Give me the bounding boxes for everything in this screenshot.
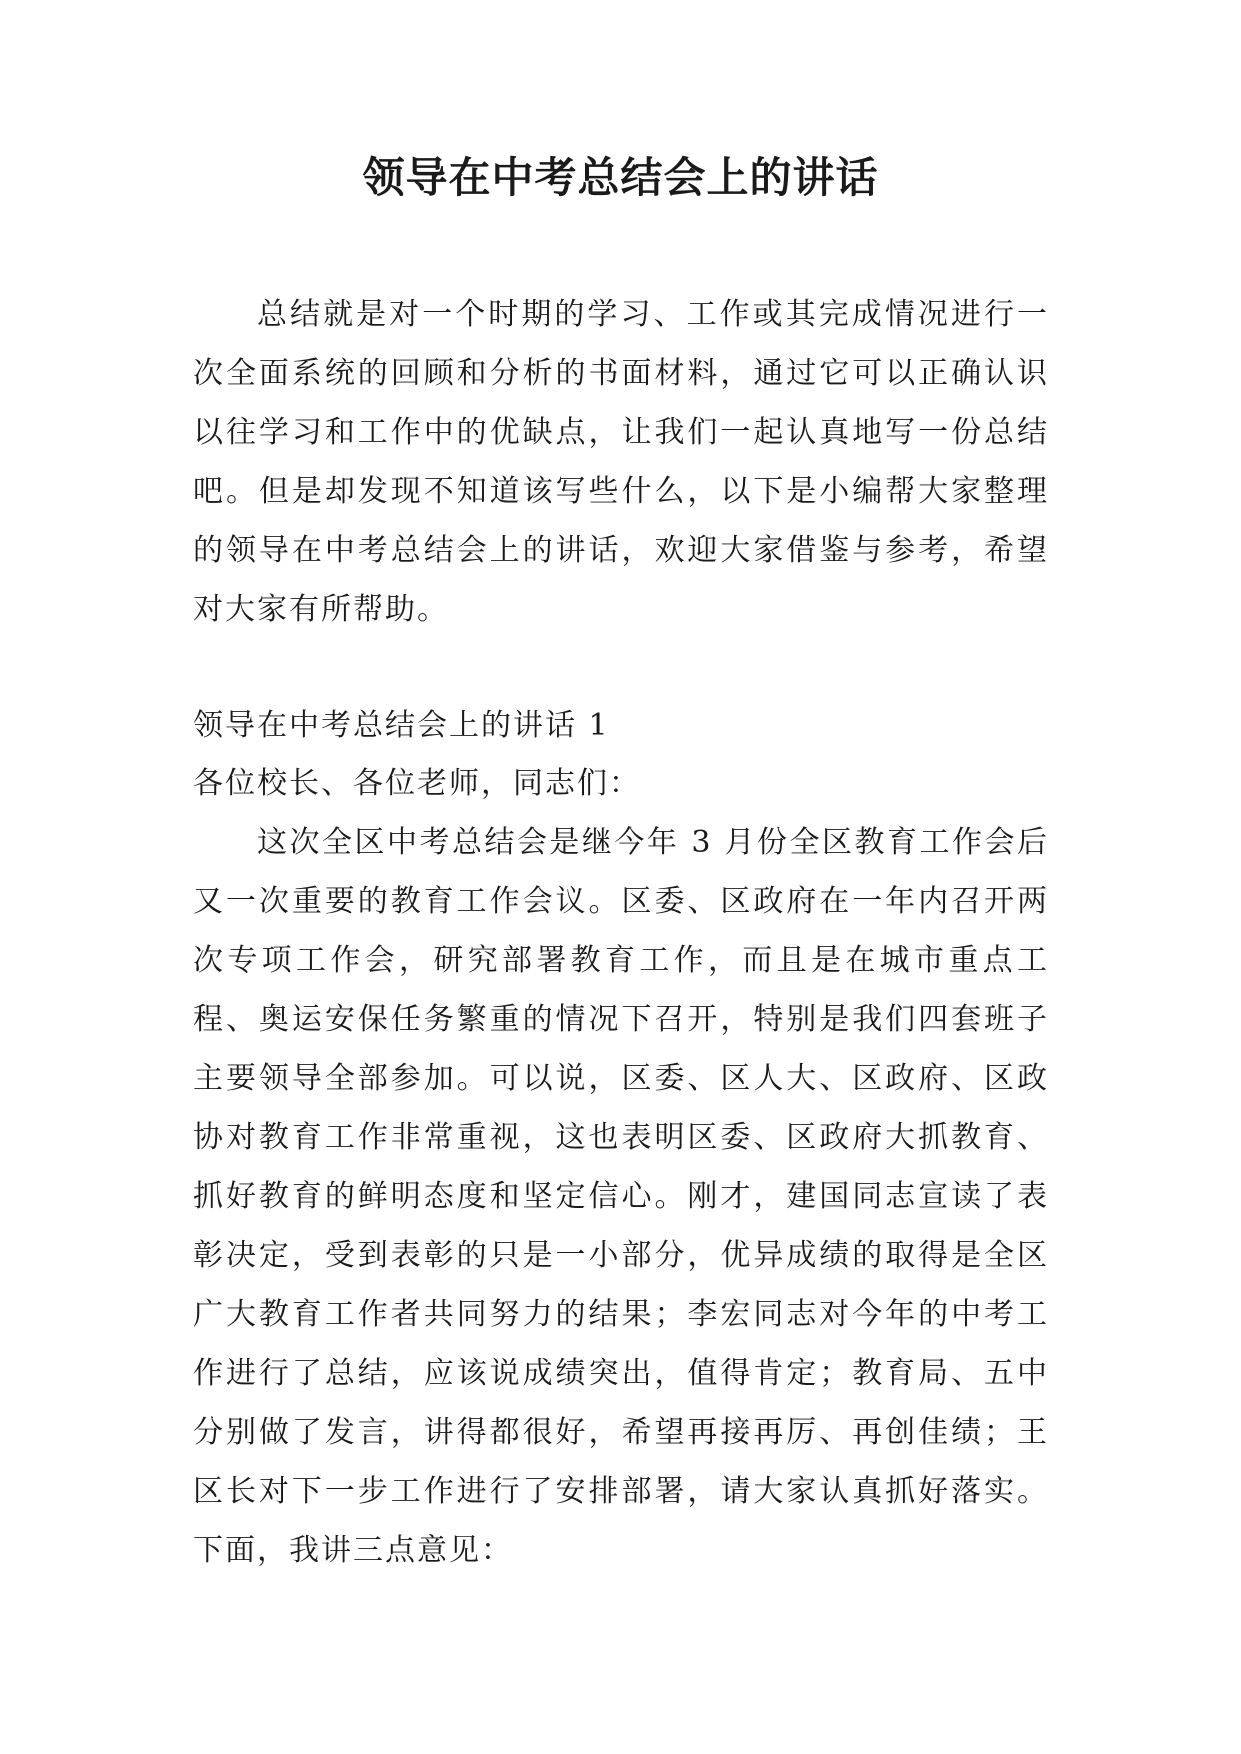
document-title: 领导在中考总结会上的讲话: [362, 153, 879, 202]
intro-paragraph: 总结就是对一个时期的学习、工作或其完成情况进行一次全面系统的回顾和分析的书面材料，通过它可以正确认识以往学习和工作中的优缺点，让我们一起认真地写一份总结吧。但是却发现不知道该写些什么，以下是小编帮大家整理的领导在中考总结会上的讲话，欢迎大家借鉴与参考，希望对大家有所帮助。: [193, 297, 1049, 627]
section-heading: 领导在中考总结会上的讲话 1: [193, 708, 610, 743]
salutation: 各位校长、各位老师，同志们：: [193, 766, 641, 801]
speech-paragraph: 这次全区中考总结会是继今年 3 月份全区教育工作会后又一次重要的教育工作会议。区委、区政府在一年内召开两次专项工作会，研究部署教育工作，而且是在城市重点工程、奥运安保任务繁重的情况下召开，特别是我们四套班子主要领导全部参加。可以说，区委、区人大、区政府、区政协对教育工作非常重视，这也表明区委、区政府大抓教育、抓好教育的鲜明态度和坚定信心。刚才，建国同志宣读了表彰决定，受到表彰的只是一小部分，优异成绩的取得是全区广大教育工作者共同努力的结果；李宏同志对今年的中考工作进行了总结，应该说成绩突出，值得肯定；教育局、五中分别做了发言，讲得都很好，希望再接再厉、再创佳绩；王区长对下一步工作进行了安排部署，请大家认真抓好落实。下面，我讲三点意见：: [193, 825, 1049, 1568]
